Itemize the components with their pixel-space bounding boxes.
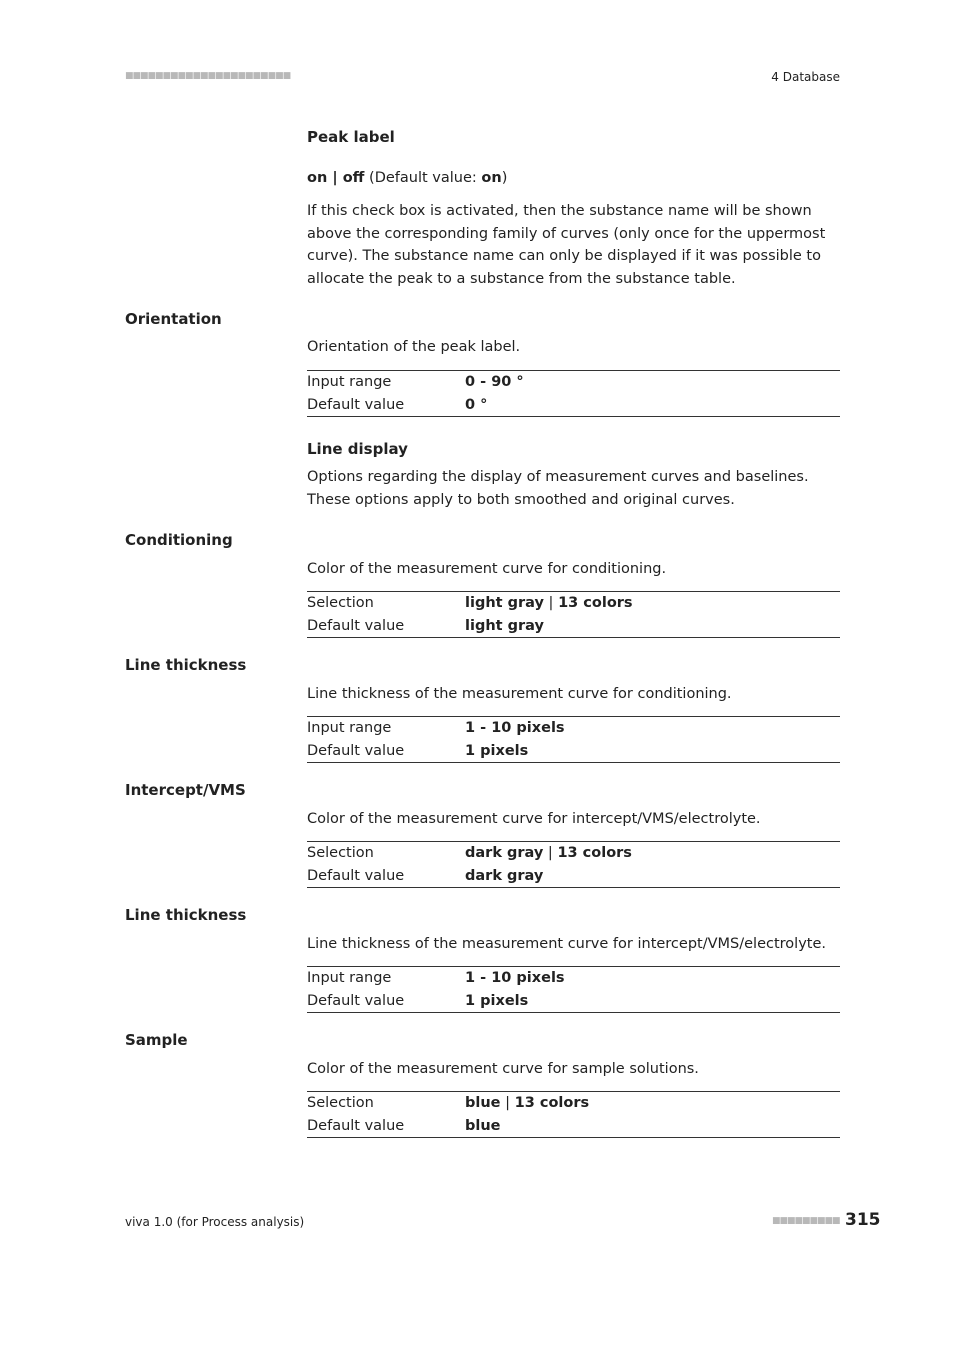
- peak-label-options: [307, 170, 840, 186]
- option-on: on: [307, 170, 328, 186]
- option-sep: |: [327, 170, 343, 186]
- value-option-a: dark gray: [465, 845, 544, 861]
- row-key: Input range: [307, 374, 392, 390]
- line-display-heading: Line display: [307, 440, 408, 458]
- value-option-a: light gray: [465, 595, 544, 611]
- table-row: [307, 865, 840, 888]
- footer-dots: ■■■■■■■■■: [772, 1216, 840, 1226]
- table-row: [307, 967, 840, 990]
- row-key: Default value: [307, 617, 405, 634]
- conditioning-desc: Color of the measurement curve for conditioning.: [307, 561, 667, 577]
- conditioning-title: Conditioning: [125, 531, 233, 549]
- value-option-b: 13 colors: [514, 1095, 590, 1111]
- value-sep: |: [543, 595, 559, 611]
- row-value: [465, 842, 632, 865]
- value-option-a: blue: [465, 1095, 501, 1111]
- row-key: Default value: [307, 867, 405, 884]
- line-thickness-1-table: [307, 716, 840, 763]
- row-value: 1 - 10 pixels: [465, 720, 565, 736]
- table-row: [307, 1115, 840, 1138]
- row-value: 1 pixels: [465, 742, 529, 759]
- sample-title: Sample: [125, 1031, 188, 1049]
- sample-table: [307, 1091, 840, 1138]
- row-key: Input range: [307, 720, 392, 736]
- intercept-title: Intercept/VMS: [125, 781, 246, 799]
- intercept-desc: Color of the measurement curve for intercept/VMS/electrolyte.: [307, 811, 761, 827]
- row-value: 0 - 90 °: [465, 374, 524, 390]
- value-sep: |: [543, 845, 558, 861]
- line-display-text: Options regarding the display of measurement curves and baselines. These options apply to both smoothed and original curves.: [307, 469, 809, 508]
- default-prefix: (Default value:: [364, 170, 482, 186]
- peak-label-heading: Peak label: [307, 128, 395, 146]
- row-value: light gray: [465, 617, 544, 634]
- row-key: Default value: [307, 992, 405, 1009]
- default-suffix: ): [501, 170, 508, 186]
- table-row: [307, 990, 840, 1013]
- row-key: Input range: [307, 970, 392, 986]
- table-row: [307, 615, 840, 638]
- row-value: dark gray: [465, 867, 544, 884]
- header-chapter: 4 Database: [771, 70, 840, 84]
- peak-label-text: If this check box is activated, then the substance name will be shown above the corresponding family of curves (only once for the uppermost curve). The substance name can only be displayed if it was possible to allocate the peak to a substance from the substance table.: [307, 203, 826, 287]
- value-sep: |: [500, 1095, 515, 1111]
- row-key: Selection: [307, 1095, 374, 1111]
- line-thickness-1-desc: Line thickness of the measurement curve for conditioning.: [307, 686, 732, 702]
- value-option-b: 13 colors: [558, 595, 633, 611]
- row-key: Selection: [307, 595, 374, 611]
- table-row: [307, 717, 840, 740]
- header-dots: ■■■■■■■■■■■■■■■■■■■■■■: [125, 71, 291, 81]
- table-row: [307, 394, 840, 417]
- line-thickness-2-desc: Line thickness of the measurement curve for intercept/VMS/electrolyte.: [307, 936, 826, 952]
- page-number: 315: [845, 1210, 881, 1230]
- line-thickness-1-title: Line thickness: [125, 656, 247, 674]
- row-key: Default value: [307, 1117, 405, 1134]
- intercept-table: [307, 841, 840, 888]
- orientation-desc: Orientation of the peak label.: [307, 339, 521, 355]
- line-thickness-2-table: [307, 966, 840, 1013]
- row-value: [465, 592, 633, 615]
- row-key: Selection: [307, 845, 374, 861]
- footer-product: viva 1.0 (for Process analysis): [125, 1215, 305, 1229]
- table-row: [307, 740, 840, 763]
- orientation-table: [307, 370, 840, 417]
- sample-desc: Color of the measurement curve for sample solutions.: [307, 1061, 699, 1077]
- table-row: [307, 842, 840, 865]
- row-value: [465, 1092, 589, 1115]
- line-thickness-2-title: Line thickness: [125, 906, 247, 924]
- table-row: [307, 371, 840, 394]
- option-off: off: [342, 170, 365, 186]
- orientation-title: Orientation: [125, 310, 222, 328]
- table-row: [307, 1092, 840, 1115]
- conditioning-table: [307, 591, 840, 638]
- default-value: on: [481, 170, 502, 186]
- table-row: [307, 592, 840, 615]
- value-option-b: 13 colors: [557, 845, 632, 861]
- row-value: 0 °: [465, 396, 488, 413]
- row-key: Default value: [307, 396, 405, 413]
- row-value: 1 pixels: [465, 992, 529, 1009]
- row-value: blue: [465, 1117, 501, 1134]
- row-key: Default value: [307, 742, 405, 759]
- row-value: 1 - 10 pixels: [465, 970, 565, 986]
